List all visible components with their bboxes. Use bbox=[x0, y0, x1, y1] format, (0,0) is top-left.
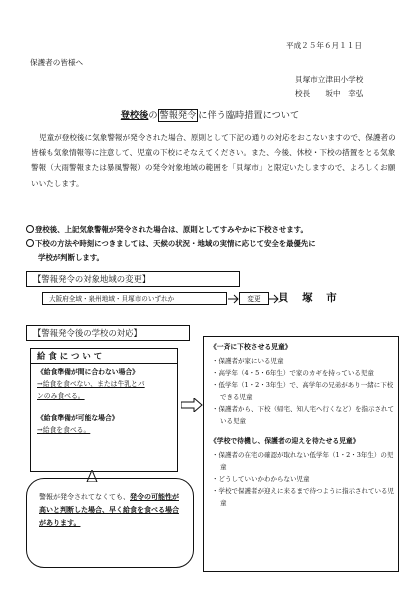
block-arrow-icon bbox=[181, 398, 203, 412]
change-label: 変更 bbox=[239, 292, 269, 305]
list-item: ・学校で保護者が迎えに来るまで待つように指示されている児童 bbox=[212, 487, 394, 507]
lunch-box bbox=[30, 348, 178, 472]
callout-text-b: 発令の可能性が高いと判断した場合、早く給食を食べる場合があります。 bbox=[39, 493, 179, 527]
arrow-right-icon bbox=[228, 294, 240, 304]
right-response-box bbox=[203, 336, 399, 572]
list-item: ・保護者が家にいる児童 bbox=[212, 357, 284, 365]
callout-text-a: 警報が発令されてなくても、 bbox=[39, 493, 130, 501]
lunch-case-2-text: →給食を食べる。 bbox=[37, 426, 91, 434]
title-part-1: 登校後 bbox=[120, 110, 149, 121]
new-area: 貝 塚 市 bbox=[278, 292, 342, 304]
date: 平成２５年６月１１日 bbox=[286, 41, 362, 50]
list-item: ・高学年（4・5・6年生）で家のカギを持っている児童 bbox=[212, 369, 374, 377]
section-heading-response: 【警報発令後の学校の対応】 bbox=[26, 325, 190, 341]
note-2-continued: 学校が判断します。 bbox=[38, 253, 104, 262]
callout-note bbox=[26, 478, 194, 568]
title-part-2: の bbox=[148, 110, 158, 121]
lunch-case-1-text: →給食を食べない、または牛乳とパ ンのみ食べる。 bbox=[37, 380, 145, 400]
right-heading-1: 《一斉に下校させる児童》 bbox=[210, 343, 292, 351]
note-2-text: 下校の方法や時刻につきましては、天候の状況・地域の実情に応じて安全を最優先に bbox=[35, 239, 316, 248]
title-part-4: に伴う臨時措置について bbox=[198, 110, 300, 121]
body-paragraph: 児童が登校後に気象警報が発令された場合、原則として下記の通りの対応をおこないますので、保護者の皆様も気象情報等に注意して、児童の下校にそなえてください。また、今後、休校・下校の措置をとる気象警報（大雨警報または暴風警報）の発令対象地域の範囲を「貝塚市」と限定いたしますので、よろしくお願いいたします。 bbox=[31, 133, 396, 188]
right-heading-2: 《学校で待機し、保護者の迎えを待たせる児童》 bbox=[210, 437, 360, 445]
lunch-case-2-heading: 《給食準備が可能な場合》 bbox=[37, 414, 119, 422]
list-item: ・保護者から、下校（帰宅、知人宅へ行くなど）を指示されている児童 bbox=[212, 405, 394, 425]
school-name: 貝塚市立津田小学校 bbox=[295, 75, 364, 84]
lunch-title: 給食について bbox=[37, 351, 106, 361]
list-item: ・低学年（1・2・3年生）で、高学年の兄弟があり一緒に下校できる児童 bbox=[212, 381, 394, 401]
list-item: ・保護者の在宅の確認が取れない低学年（1・2・3年生）の児童 bbox=[212, 451, 394, 471]
list-item: ・どうしていいかわからない児童 bbox=[212, 475, 310, 483]
page-title bbox=[0, 109, 420, 123]
section-heading-area: 【警報発令の対象地域の変更】 bbox=[26, 271, 240, 287]
note-2 bbox=[26, 237, 398, 251]
old-area-box: 大阪府全域・泉州地域・貝塚市のいずれか bbox=[42, 292, 227, 305]
note-1 bbox=[26, 223, 398, 237]
lunch-case-1-heading: 《給食準備が間に合わない場合》 bbox=[37, 368, 139, 376]
circle-bullet-icon bbox=[26, 239, 34, 247]
greeting: 保護者の皆様へ bbox=[30, 58, 84, 67]
notes bbox=[26, 223, 398, 265]
circle-bullet-icon bbox=[26, 225, 34, 233]
title-part-3: 警報発令 bbox=[159, 110, 197, 121]
note-1-text: 登校後、上記気象警報が発令された場合は、原則としてすみやかに下校させます。 bbox=[35, 225, 308, 234]
principal-name: 校長 坂中 幸弘 bbox=[295, 89, 364, 98]
